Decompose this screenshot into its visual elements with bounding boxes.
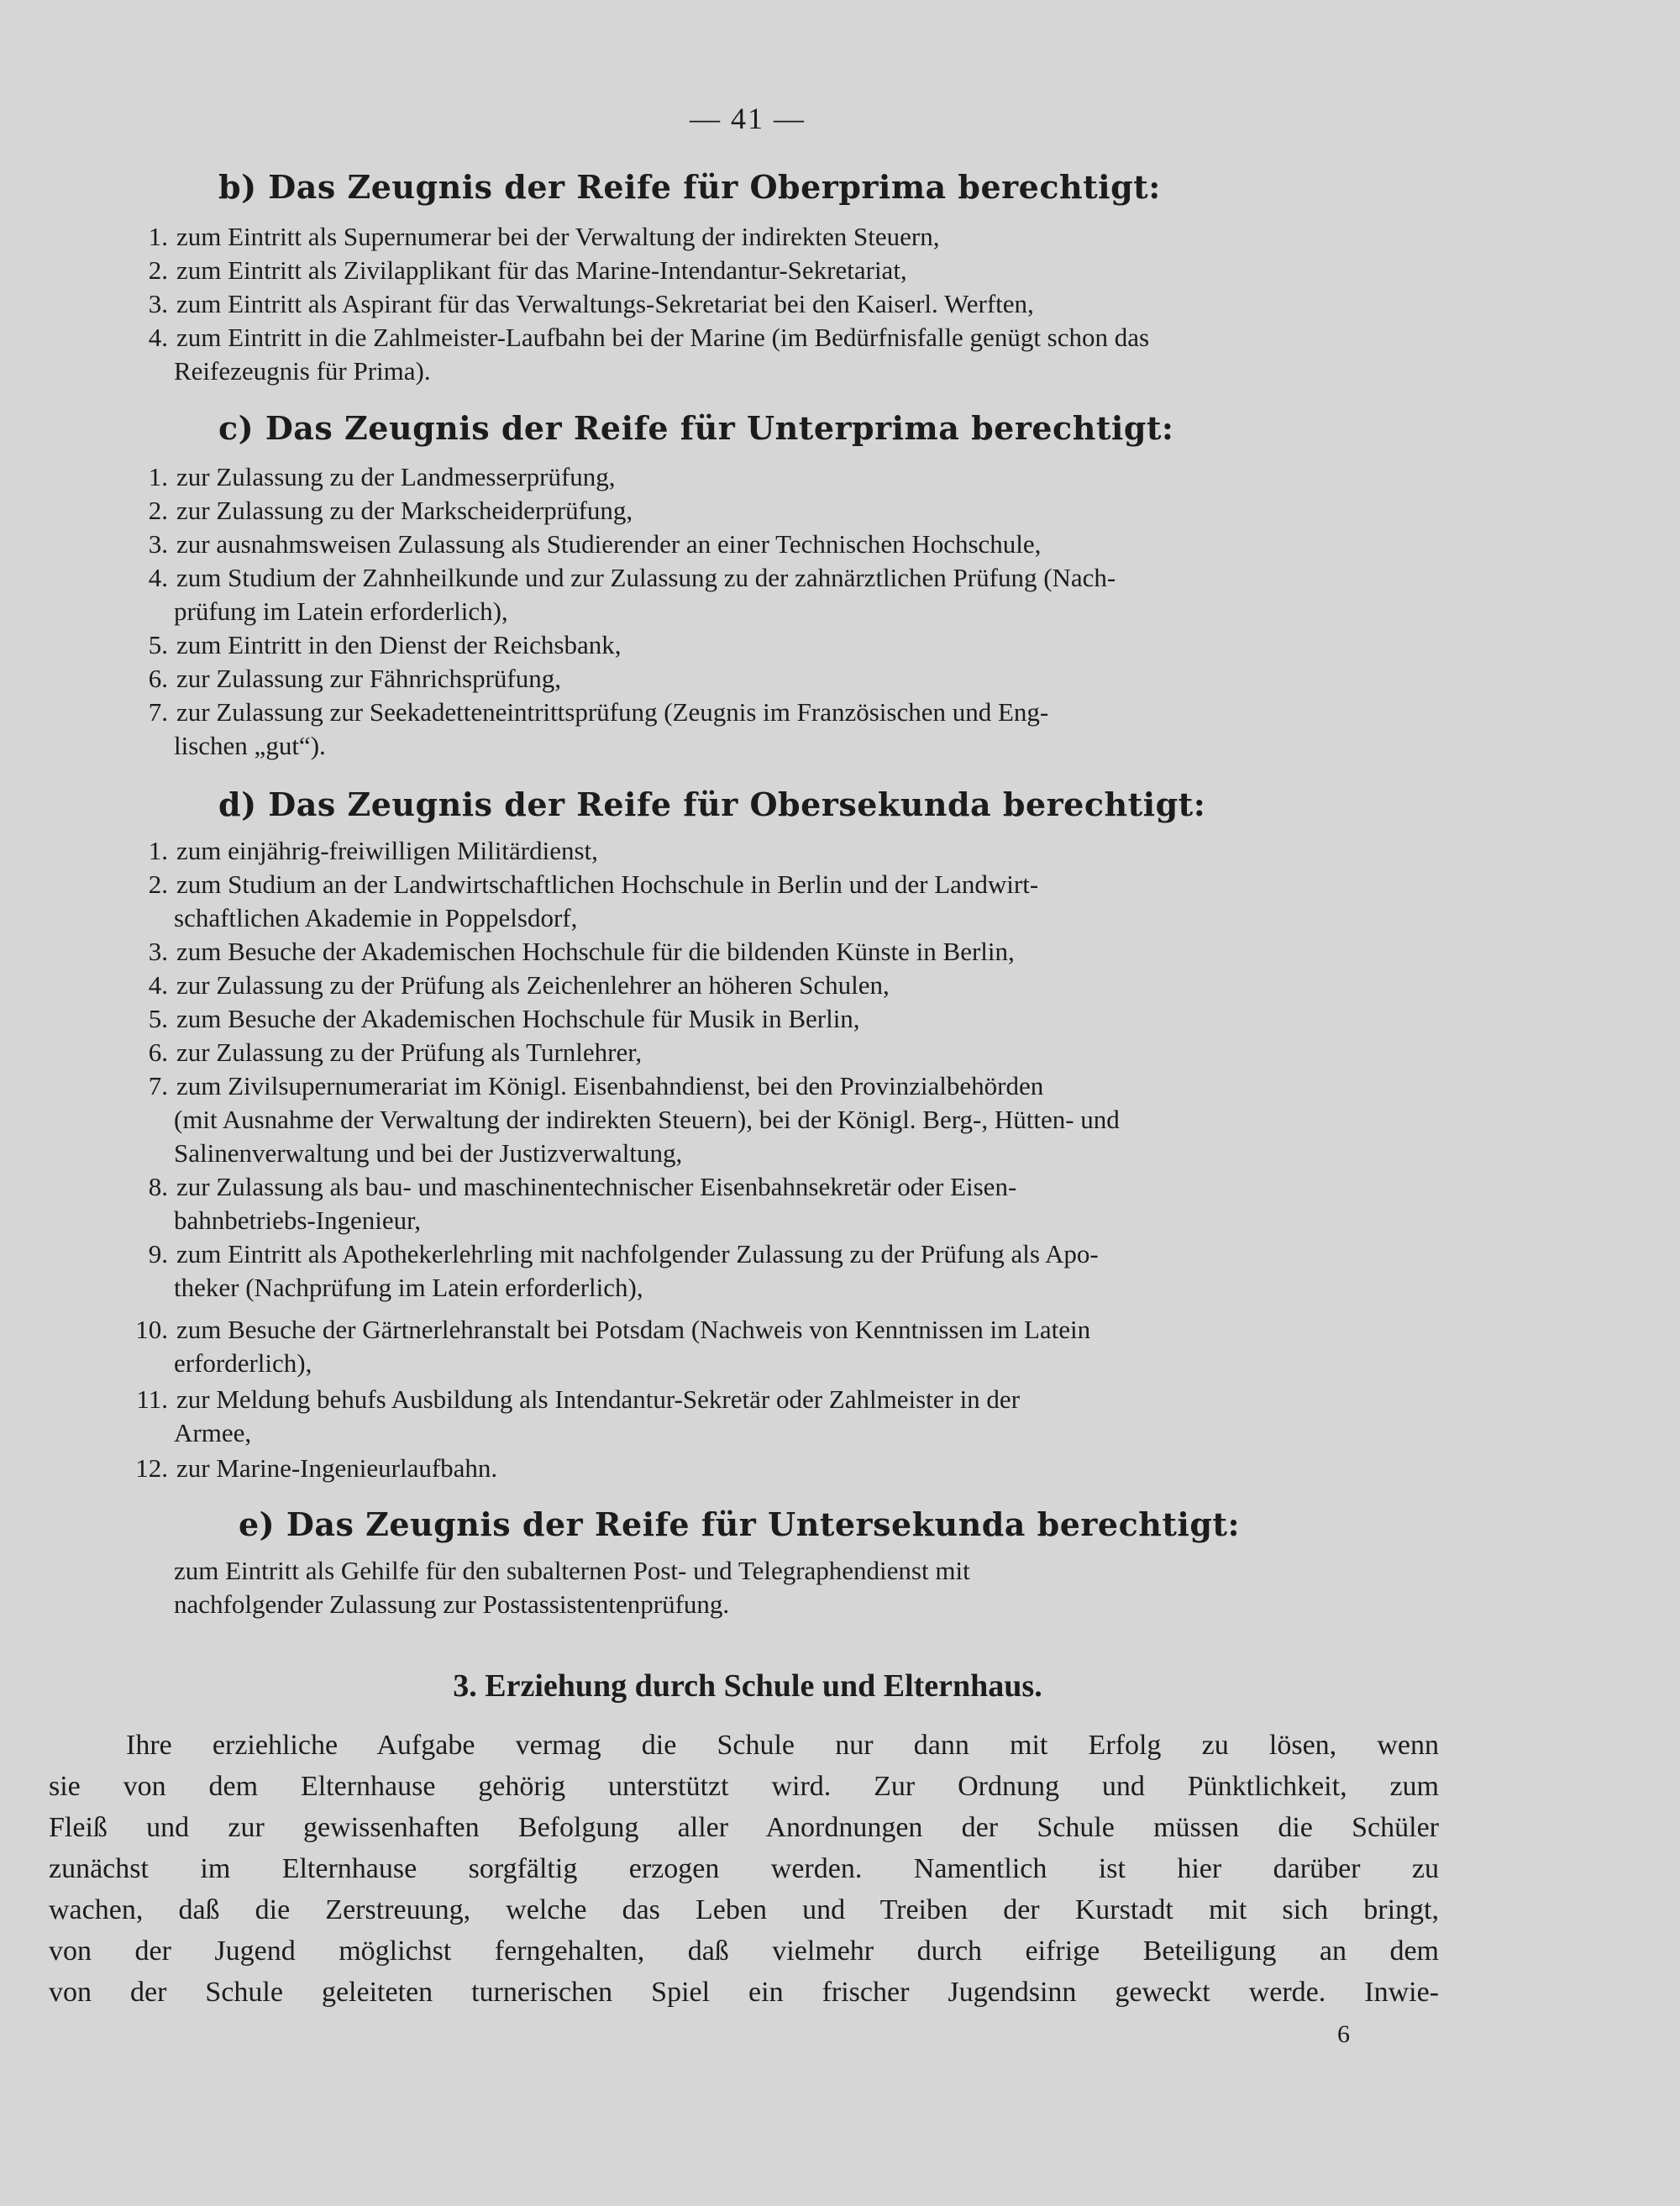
item-continuation: schaftlichen Akademie in Poppelsdorf,	[174, 903, 578, 932]
item-text: zum Eintritt als Apothekerlehrling mit nachfolgender Zulassung zu der Prüfung als Apo-	[176, 1239, 1099, 1268]
item-text: zur Meldung behufs Ausbildung als Intendantur-Sekretär oder Zahlmeister in der	[176, 1384, 1021, 1414]
paragraph-line: sie von dem Elternhause gehörig unterstützt wird. Zur Ordnung und Pünktlichkeit, zum	[49, 1771, 1439, 1802]
item-number: 2.	[148, 496, 168, 525]
paragraph-line: zunächst im Elternhause sorgfältig erzogen werden. Namentlich ist hier darüber zu	[49, 1853, 1439, 1884]
item-text: zur Zulassung als bau- und maschinentechnischer Eisenbahnsekretär oder Eisen-	[176, 1172, 1017, 1201]
item-number: 3.	[148, 289, 168, 318]
item-text: zum Studium an der Landwirtschaftlichen Hochschule in Berlin und der Landwirt-	[176, 869, 1039, 899]
item-number: 3.	[148, 529, 168, 559]
item-continuation: prüfung im Latein erforderlich),	[174, 596, 508, 626]
item-number: 2.	[148, 869, 168, 899]
item-text: zur Zulassung zu der Landmesserprüfung,	[176, 462, 616, 491]
item-number: 1.	[148, 836, 168, 865]
item-text: zum Eintritt als Zivilapplikant für das Marine-Intendantur-Sekretariat,	[176, 255, 907, 285]
item-continuation: theker (Nachprüfung im Latein erforderlich),	[174, 1273, 643, 1302]
item-continuation: lischen „gut“).	[174, 731, 326, 760]
item-number: 5.	[148, 1004, 168, 1033]
item-text: zum Eintritt als Aspirant für das Verwaltungs-Sekretariat bei den Kaiserl. Werften,	[176, 289, 1034, 318]
item-text: zur ausnahmsweisen Zulassung als Studierender an einer Technischen Hochschule,	[176, 529, 1042, 559]
item-text: zur Zulassung zu der Markscheiderprüfung,	[176, 496, 633, 525]
item-text: zum Zivilsupernumerariat im Königl. Eisenbahndienst, bei den Provinzialbehörden	[176, 1071, 1044, 1100]
item-continuation: Salinenverwaltung und bei der Justizverwaltung,	[174, 1138, 683, 1168]
item-text: zum Besuche der Akademischen Hochschule für die bildenden Künste in Berlin,	[176, 937, 1015, 966]
item-number: 11.	[136, 1384, 168, 1414]
item-text: zum Besuche der Akademischen Hochschule für Musik in Berlin,	[176, 1004, 860, 1033]
item-text: zum Besuche der Gärtnerlehranstalt bei Potsdam (Nachweis von Kenntnissen im Latein	[176, 1315, 1091, 1344]
sheet-signature: 6	[1337, 2020, 1350, 2048]
item-number: 4.	[148, 970, 168, 1000]
item-number: 8.	[148, 1172, 168, 1201]
heading-section-c: c) Das Zeugnis der Reife für Unterprima berechtigt:	[218, 409, 1174, 447]
item-text: zum Eintritt in die Zahlmeister-Laufbahn bei der Marine (im Bedürfnisfalle genügt schon das	[176, 323, 1150, 352]
item-continuation: Reifezeugnis für Prima).	[174, 356, 431, 386]
item-text: zum Eintritt als Supernumerar bei der Verwaltung der indirekten Steuern,	[176, 222, 940, 251]
item-number: 7.	[148, 697, 168, 727]
heading-section-b: b) Das Zeugnis der Reife für Oberprima berechtigt:	[218, 168, 1161, 206]
paragraph-line: von der Schule geleiteten turnerischen Spiel ein frischer Jugendsinn geweckt werde. Inwie-	[49, 1977, 1439, 2008]
item-number: 4.	[148, 563, 168, 592]
item-text: zum einjährig-freiwilligen Militärdienst,	[176, 836, 598, 865]
item-number: 10.	[135, 1315, 168, 1344]
page-number: — 41 —	[690, 102, 806, 135]
item-text: zur Zulassung zur Fähnrichsprüfung,	[176, 664, 562, 693]
item-number: 12.	[135, 1453, 168, 1483]
item-number: 1.	[148, 462, 168, 491]
item-number: 1.	[148, 222, 168, 251]
item-number: 7.	[148, 1071, 168, 1100]
section-e-line: zum Eintritt als Gehilfe für den subalternen Post- und Telegraphendienst mit	[174, 1556, 970, 1585]
item-continuation: Armee,	[174, 1418, 252, 1447]
item-text: zum Eintritt in den Dienst der Reichsbank,	[176, 630, 622, 659]
section-e-line: nachfolgender Zulassung zur Postassistentenprüfung.	[174, 1589, 730, 1619]
item-text: zur Marine-Ingenieurlaufbahn.	[176, 1453, 498, 1483]
item-text: zur Zulassung zu der Prüfung als Turnlehrer,	[176, 1037, 643, 1067]
item-continuation: bahnbetriebs-Ingenieur,	[174, 1205, 422, 1235]
item-text: zur Zulassung zu der Prüfung als Zeichenlehrer an höheren Schulen,	[176, 970, 890, 1000]
item-number: 6.	[148, 1037, 168, 1067]
paragraph-line: Ihre erziehliche Aufgabe vermag die Schule nur dann mit Erfolg zu lösen, wenn	[126, 1730, 1439, 1761]
item-number: 4.	[148, 323, 168, 352]
item-continuation: erforderlich),	[174, 1348, 312, 1378]
section-3-title: 3. Erziehung durch Schule und Elternhaus.	[453, 1668, 1042, 1704]
item-number: 3.	[148, 937, 168, 966]
paragraph-line: Fleiß und zur gewissenhaften Befolgung aller Anordnungen der Schule müssen die Schüler	[49, 1812, 1439, 1843]
paragraph-line: wachen, daß die Zerstreuung, welche das Leben und Treiben der Kurstadt mit sich bringt,	[49, 1894, 1439, 1925]
heading-section-d: d) Das Zeugnis der Reife für Obersekunda berechtigt:	[218, 785, 1206, 823]
paragraph-line: von der Jugend möglichst ferngehalten, daß vielmehr durch eifrige Beteiligung an dem	[49, 1936, 1439, 1967]
heading-section-e: e) Das Zeugnis der Reife für Untersekunda berechtigt:	[239, 1505, 1240, 1543]
item-number: 5.	[148, 630, 168, 659]
item-text: zur Zulassung zur Seekadetteneintrittsprüfung (Zeugnis im Französischen und Eng-	[176, 697, 1049, 727]
item-number: 6.	[148, 664, 168, 693]
item-text: zum Studium der Zahnheilkunde und zur Zulassung zu der zahnärztlichen Prüfung (Nach-	[176, 563, 1116, 592]
item-number: 2.	[148, 255, 168, 285]
item-continuation: (mit Ausnahme der Verwaltung der indirekten Steuern), bei der Königl. Berg-, Hütten- und	[174, 1105, 1120, 1134]
item-number: 9.	[148, 1239, 168, 1268]
